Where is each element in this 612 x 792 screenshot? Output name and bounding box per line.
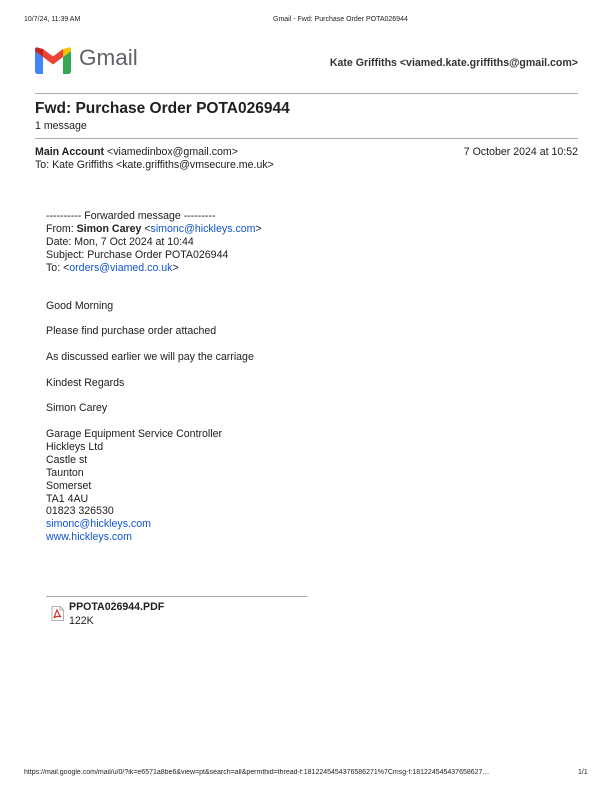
forwarded-from bbox=[46, 223, 262, 236]
print-url: https://mail.google.com/mail/u/0/?ik=e6571a8be6&view=pt&search=all&permthid=thread-f:1812245454376586271%7Cmsg-f:181224545437658627… bbox=[24, 769, 490, 776]
signature-company: Hickleys Ltd bbox=[46, 441, 104, 453]
sender-email: <viamedinbox@gmail.com> bbox=[107, 146, 238, 158]
forwarded-bracket-close: > bbox=[255, 223, 262, 235]
message-from bbox=[35, 146, 238, 159]
forwarded-header: ---------- Forwarded message --------- bbox=[46, 210, 216, 222]
print-datetime: 10/7/24, 11:39 AM bbox=[24, 16, 81, 23]
attachment-filename[interactable]: PPOTA026944.PDF bbox=[69, 601, 165, 613]
message-to: To: Kate Griffiths <kate.griffiths@vmsecure.me.uk> bbox=[35, 159, 274, 171]
message-date: 7 October 2024 at 10:52 bbox=[463, 146, 578, 158]
signature-county: Somerset bbox=[46, 480, 92, 492]
print-page-number: 1/1 bbox=[578, 769, 588, 776]
signature-phone: 01823 326530 bbox=[46, 505, 114, 517]
forwarded-sender-name: Simon Carey bbox=[76, 223, 142, 235]
signature-postcode: TA1 4AU bbox=[46, 493, 89, 505]
gmail-wordmark: Gmail bbox=[79, 45, 138, 70]
signature-title: Garage Equipment Service Controller bbox=[46, 428, 223, 440]
forwarded-to-email-link[interactable]: orders@viamed.co.uk bbox=[69, 262, 173, 274]
forwarded-to-bracket-close: > bbox=[172, 262, 179, 274]
attachment-size: 122K bbox=[69, 615, 94, 627]
body-line-1: Please find purchase order attached bbox=[46, 325, 217, 337]
forwarded-to-label: To: < bbox=[46, 262, 70, 274]
signature-town: Taunton bbox=[46, 467, 84, 479]
account-user: Kate Griffiths <viamed.kate.griffiths@gmail.com> bbox=[329, 57, 578, 69]
print-title: Gmail - Fwd: Purchase Order POTA026944 bbox=[273, 16, 408, 23]
thread-subject: Fwd: Purchase Order POTA026944 bbox=[35, 100, 290, 117]
forwarded-subject: Subject: Purchase Order POTA026944 bbox=[46, 249, 229, 261]
signature-website-link[interactable]: www.hickleys.com bbox=[46, 531, 132, 543]
forwarded-sender-email-link[interactable]: simonc@hickleys.com bbox=[150, 223, 256, 235]
signature-email-link[interactable]: simonc@hickleys.com bbox=[46, 518, 151, 530]
attachment-divider bbox=[46, 596, 307, 597]
subject-divider bbox=[35, 138, 578, 139]
body-closing: Kindest Regards bbox=[46, 377, 125, 389]
forwarded-bracket-open: < bbox=[141, 223, 151, 235]
gmail-logo-icon bbox=[35, 47, 71, 74]
forwarded-to bbox=[46, 262, 179, 275]
sender-name: Main Account bbox=[35, 146, 105, 158]
forwarded-from-label: From: bbox=[46, 223, 77, 235]
forwarded-date: Date: Mon, 7 Oct 2024 at 10:44 bbox=[46, 236, 194, 248]
body-line-2: As discussed earlier we will pay the carriage bbox=[46, 351, 254, 363]
signature-street: Castle st bbox=[46, 454, 88, 466]
message-count: 1 message bbox=[35, 120, 87, 132]
body-greeting: Good Morning bbox=[46, 300, 114, 312]
pdf-icon[interactable] bbox=[51, 606, 64, 621]
header-divider bbox=[35, 93, 578, 94]
body-name: Simon Carey bbox=[46, 402, 108, 414]
